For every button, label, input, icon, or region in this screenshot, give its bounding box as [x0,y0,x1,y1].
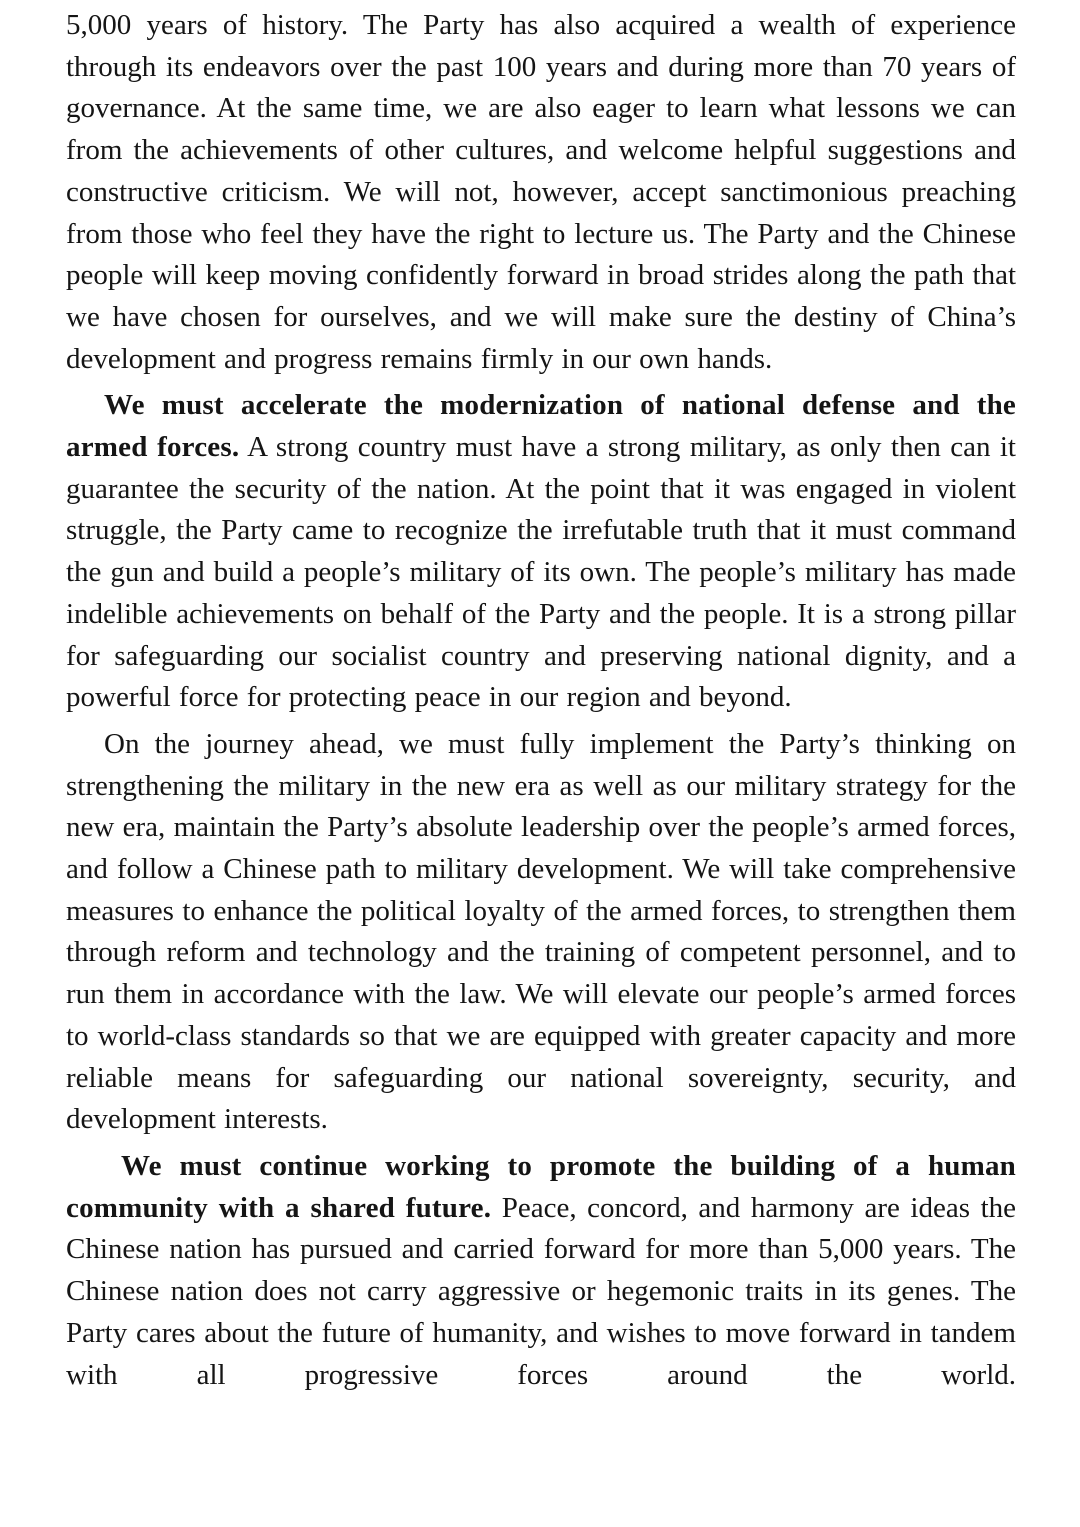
paragraph-continuation [66,5,1016,380]
paragraph-shared-future [66,1146,1016,1396]
document-body [66,5,1016,1396]
paragraph-text: A strong country must have a strong military, as only then can it guarantee the security of the nation. At the point that it was engaged in violent struggle, the Party came to recognize the irrefutable truth that it must command the gun and build a people’s military of its own. The people’s military has made indelible achievements on behalf of the Party and the people. It is a strong pillar for safeguarding our socialist country and preserving national dignity, and a powerful force for protecting peace in our region and beyond. [66,431,1016,714]
paragraph-text: On the journey ahead, we must fully implement the Party’s thinking on strengthening the military in the new era as well as our military strategy for the new era, maintain the Party’s absolute leadership over the people’s armed forces, and follow a Chinese path to military development. We will take comprehensive measures to enhance the political loyalty of the armed forces, to strengthen them through reform and technology and the training of competent personnel, and to run them in accordance with the law. We will elevate our people’s armed forces to world-class standards so that we are equipped with greater capacity and more reliable means for safeguarding our national sovereignty, security, and development interests. [66,727,1016,1136]
paragraph-lead-bold: We must accelerate the modernization of national defense and the armed forces. [66,389,1016,464]
paragraph-journey-ahead [66,724,1016,1141]
paragraph-text: Peace, concord, and harmony are ideas the Chinese nation has pursued and carried forward for more than 5,000 years. The Chinese nation does not carry aggressive or hegemonic traits in its genes. The Party cares about the future of humanity, and wishes to move forward in tandem with all progressive forces around the world. [66,1191,1016,1391]
paragraph-lead-bold: We must continue working to promote the building of a human community with a shared future. [66,1149,1016,1224]
paragraph-national-defense [66,385,1016,719]
paragraph-text: 5,000 years of history. The Party has also acquired a wealth of experience through its endeavors over the past 100 years and during more than 70 years of governance. At the same time, we are also eager to learn what lessons we can from the achievements of other cultures, and welcome helpful suggestions and constructive criticism. We will not, however, accept sanctimonious preaching from those who feel they have the right to lecture us. The Party and the Chinese people will keep moving confidently forward in broad strides along the path that we have chosen for ourselves, and we will make sure the destiny of China’s development and progress remains firmly in our own hands. [66,9,1016,375]
